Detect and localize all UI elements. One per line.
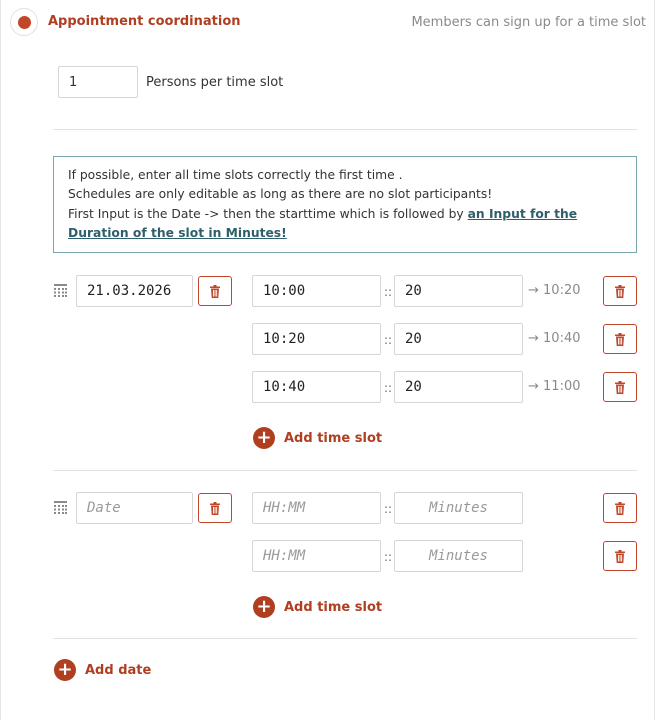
divider [53, 129, 637, 130]
time-separator: :: [384, 333, 393, 347]
duration-minutes-input[interactable] [394, 275, 523, 307]
trash-icon [615, 285, 625, 298]
add-date-button[interactable] [54, 659, 151, 681]
slot-end-time: → 10:40 [528, 331, 581, 346]
persons-per-slot-input[interactable] [58, 66, 138, 98]
trash-icon [615, 550, 625, 563]
trash-icon [615, 502, 625, 515]
start-time-input[interactable] [252, 323, 381, 355]
time-separator: :: [384, 502, 393, 516]
delete-date-button[interactable] [198, 276, 232, 306]
slot-end-time: → 11:00 [528, 379, 581, 394]
delete-slot-button[interactable] [603, 493, 637, 523]
info-line-3-text: First Input is the Date -> then the starttime which is followed by [68, 206, 468, 221]
slot-end-time: → 10:20 [528, 283, 581, 298]
time-separator: :: [384, 381, 393, 395]
duration-info-link[interactable]: an Input for the Duration of the slot in Minutes! [68, 206, 578, 241]
plus-icon: + [54, 659, 76, 681]
date-input[interactable] [76, 275, 193, 307]
trash-icon [210, 502, 220, 515]
start-time-input[interactable] [252, 540, 381, 572]
delete-slot-button[interactable] [603, 372, 637, 402]
add-date-label: Add date [85, 662, 152, 678]
add-time-slot-button[interactable] [253, 427, 382, 449]
info-line-3 [68, 205, 622, 244]
trash-icon [615, 333, 625, 346]
duration-minutes-input[interactable] [394, 371, 523, 403]
drag-handle-icon[interactable] [54, 501, 67, 514]
persons-per-slot-label: Persons per time slot [146, 75, 284, 90]
delete-slot-button[interactable] [603, 541, 637, 571]
plus-icon: + [253, 596, 275, 618]
info-box [53, 156, 637, 253]
add-time-slot-label: Add time slot [284, 599, 383, 615]
divider [53, 638, 637, 639]
add-time-slot-button[interactable] [253, 596, 382, 618]
time-separator: :: [384, 285, 393, 299]
trash-icon [210, 285, 220, 298]
divider [53, 470, 637, 471]
drag-handle-icon[interactable] [54, 284, 67, 297]
add-time-slot-label: Add time slot [284, 430, 383, 446]
delete-slot-button[interactable] [603, 276, 637, 306]
start-time-input[interactable] [252, 371, 381, 403]
mode-radio-button[interactable] [10, 8, 38, 36]
info-line-2: Schedules are only editable as long as there are no slot participants! [68, 187, 493, 202]
date-input[interactable] [76, 492, 193, 524]
delete-date-button[interactable] [198, 493, 232, 523]
info-line-1: If possible, enter all time slots correctly the first time . [68, 168, 403, 182]
duration-minutes-input[interactable] [394, 540, 523, 572]
trash-icon [615, 381, 625, 394]
duration-minutes-input[interactable] [394, 492, 523, 524]
mode-description: Members can sign up for a time slot [411, 15, 646, 30]
plus-icon: + [253, 427, 275, 449]
mode-title: Appointment coordination [48, 14, 241, 29]
duration-minutes-input[interactable] [394, 323, 523, 355]
start-time-input[interactable] [252, 492, 381, 524]
time-separator: :: [384, 550, 393, 564]
radio-selected-dot [18, 16, 31, 29]
delete-slot-button[interactable] [603, 324, 637, 354]
start-time-input[interactable] [252, 275, 381, 307]
